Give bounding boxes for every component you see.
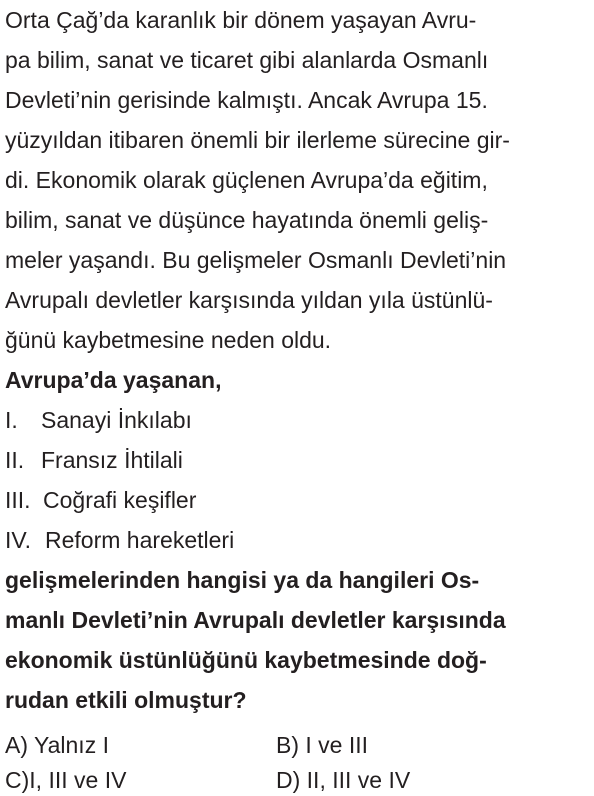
passage-line: Orta Çağ’da karanlık bir dönem yaşayan Avru- <box>5 7 477 33</box>
passage-line: ğünü kaybetmesine neden oldu. <box>5 327 332 353</box>
passage-line: Devleti’nin gerisinde kalmıştı. Ancak Avrupa 15. <box>5 87 488 113</box>
stem-intro: Avrupa’da yaşanan, <box>5 367 222 393</box>
item-text: Sanayi İnkılabı <box>41 407 192 433</box>
option-text: I ve III <box>305 732 369 758</box>
item-number: IV. <box>5 527 32 553</box>
option-letter: C) <box>5 767 30 793</box>
option-c[interactable] <box>5 766 126 794</box>
option-b[interactable] <box>276 731 368 759</box>
question-line: gelişmelerinden hangisi ya da hangileri Os- <box>5 567 480 593</box>
question-line: manlı Devleti’nin Avrupalı devletler karşısında <box>5 607 506 633</box>
item-number: II. <box>5 447 25 473</box>
question-line: ekonomik üstünlüğünü kaybetmesinde doğ- <box>5 647 487 673</box>
option-text: Yalnız I <box>33 732 109 758</box>
item-4 <box>5 526 234 554</box>
option-letter: D) <box>276 767 301 793</box>
passage-line: bilim, sanat ve düşünce hayatında önemli geliş- <box>5 207 489 233</box>
passage-line: di. Ekonomik olarak güçlenen Avrupa’da eğitim, <box>5 167 488 193</box>
passage-line: yüzyıldan itibaren önemli bir ilerleme sürecine gir- <box>5 127 510 153</box>
item-1 <box>5 406 192 434</box>
option-letter: B) <box>276 732 299 758</box>
item-text: Coğrafi keşifler <box>43 487 197 513</box>
option-letter: A) <box>5 732 28 758</box>
option-d[interactable] <box>276 766 410 794</box>
item-number: I. <box>5 407 18 433</box>
option-text: I, III ve IV <box>29 767 127 793</box>
item-3 <box>5 486 196 514</box>
item-text: Reform hareketleri <box>45 527 235 553</box>
item-2 <box>5 446 183 474</box>
passage-line: meler yaşandı. Bu gelişmeler Osmanlı Devleti’nin <box>5 247 507 273</box>
option-text: II, III ve IV <box>306 767 411 793</box>
option-a[interactable] <box>5 731 109 759</box>
passage-line: pa bilim, sanat ve ticaret gibi alanlarda Osmanlı <box>5 47 489 73</box>
passage-line: Avrupalı devletler karşısında yıldan yıla üstünlü- <box>5 287 493 313</box>
item-text: Fransız İhtilali <box>41 447 183 473</box>
question-line: rudan etkili olmuştur? <box>5 687 247 713</box>
item-number: III. <box>5 487 31 513</box>
